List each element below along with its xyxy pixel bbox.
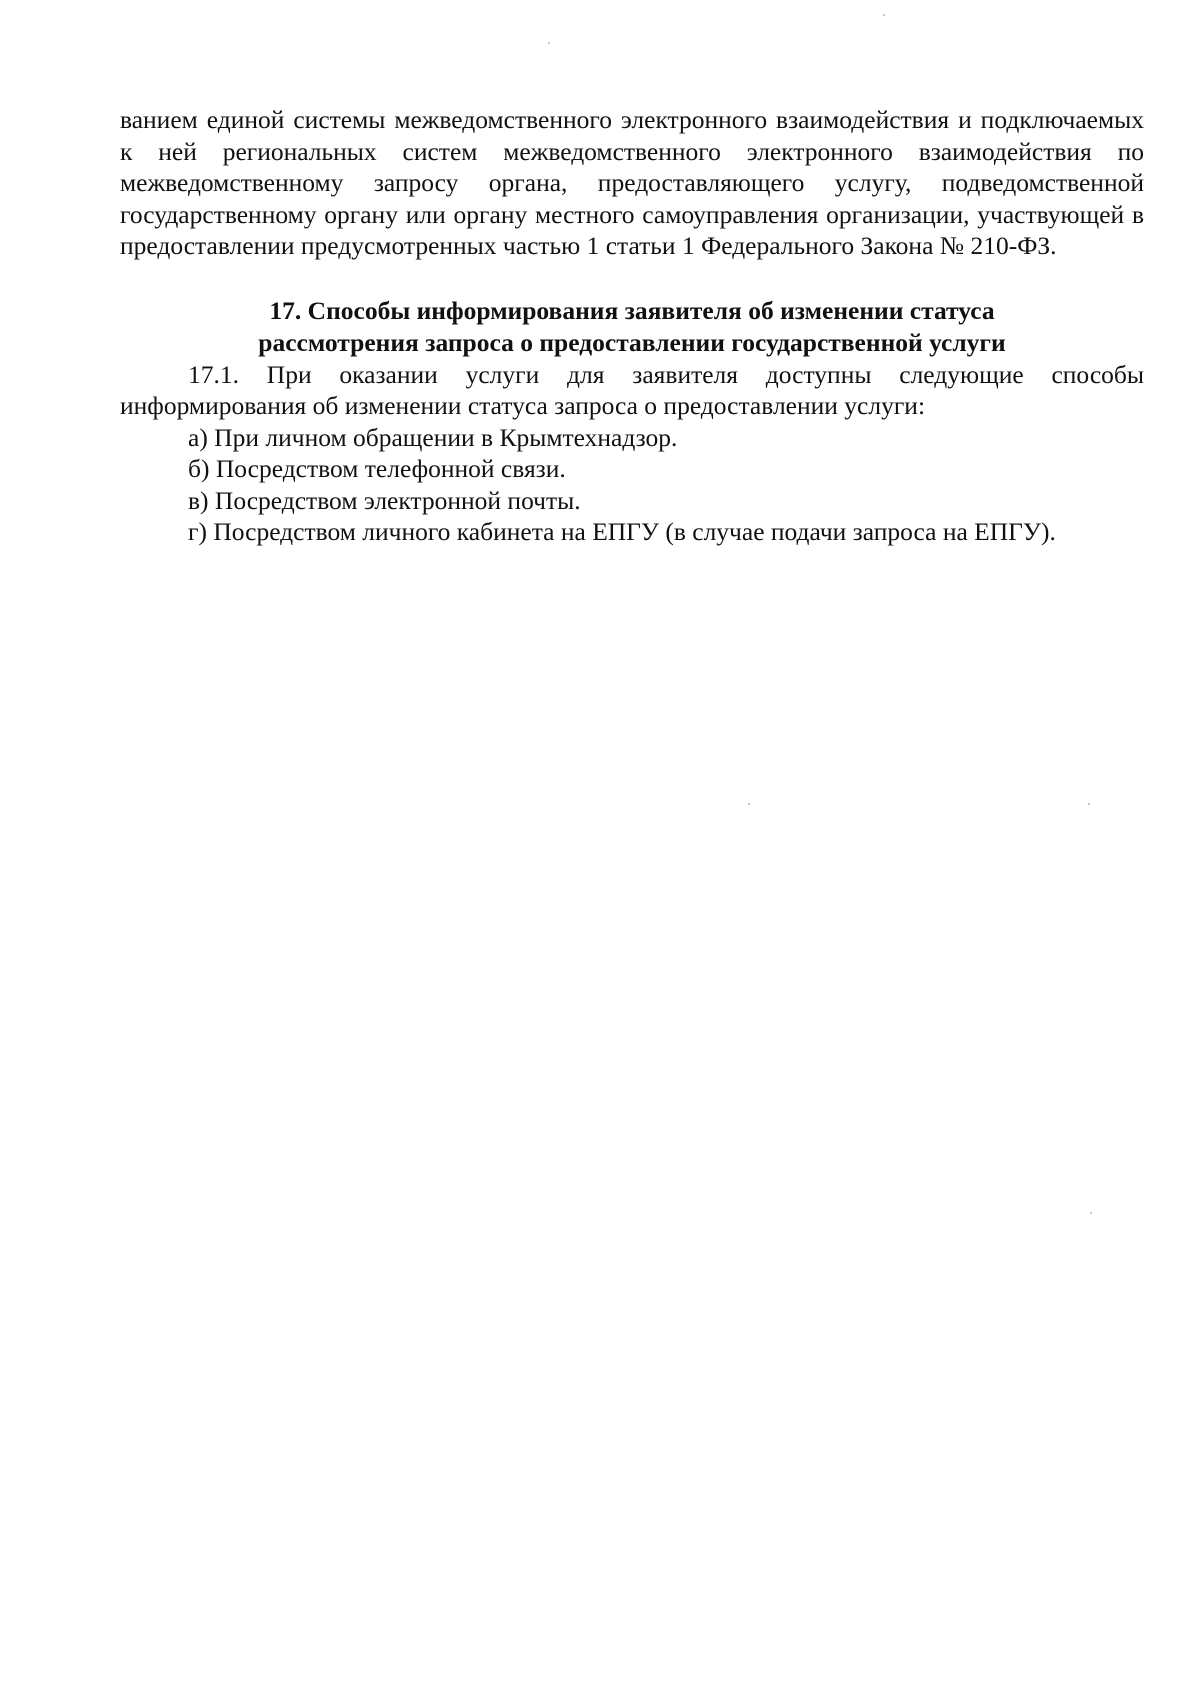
scan-speck bbox=[748, 803, 750, 805]
list-item-g: г) Посредством личного кабинета на ЕПГУ (в случае подачи запроса на ЕПГУ). bbox=[188, 517, 1056, 546]
scan-speck bbox=[1090, 1212, 1092, 1214]
section-heading bbox=[120, 295, 1144, 359]
section-heading-line-1: 17. Способы информирования заявителя об изменении статуса bbox=[269, 295, 995, 325]
list-item-a: а) При личном обращении в Крымтехнадзор. bbox=[188, 422, 678, 452]
scan-speck bbox=[548, 42, 550, 44]
scan-speck bbox=[883, 14, 885, 16]
clause-17-1: 17.1. При оказании услуги для заявителя доступны следующие способы информирования об изменении статуса запроса о предоставлении услуги: bbox=[120, 359, 1144, 420]
section-heading-line-2: рассмотрения запроса о предоставлении государственной услуги bbox=[258, 327, 1006, 357]
list-item-v: в) Посредством электронной почты. bbox=[188, 485, 581, 515]
document-body bbox=[120, 104, 1144, 548]
continuation-paragraph: ванием единой системы межведомственного электронного взаимодействия и подключаемых к ней региональных систем межведомственного электронного взаимодействия по межведомственному запросу органа, предоставляющего услугу, подведомственной государственному органу или органу местного самоуправления организации, участвующей в предоставлении предусмотренных частью 1 статьи 1 Федерального Закона № 210-ФЗ. bbox=[120, 105, 1144, 260]
scan-speck bbox=[1088, 803, 1090, 805]
list-item-b: б) Посредством телефонной связи. bbox=[188, 454, 566, 483]
